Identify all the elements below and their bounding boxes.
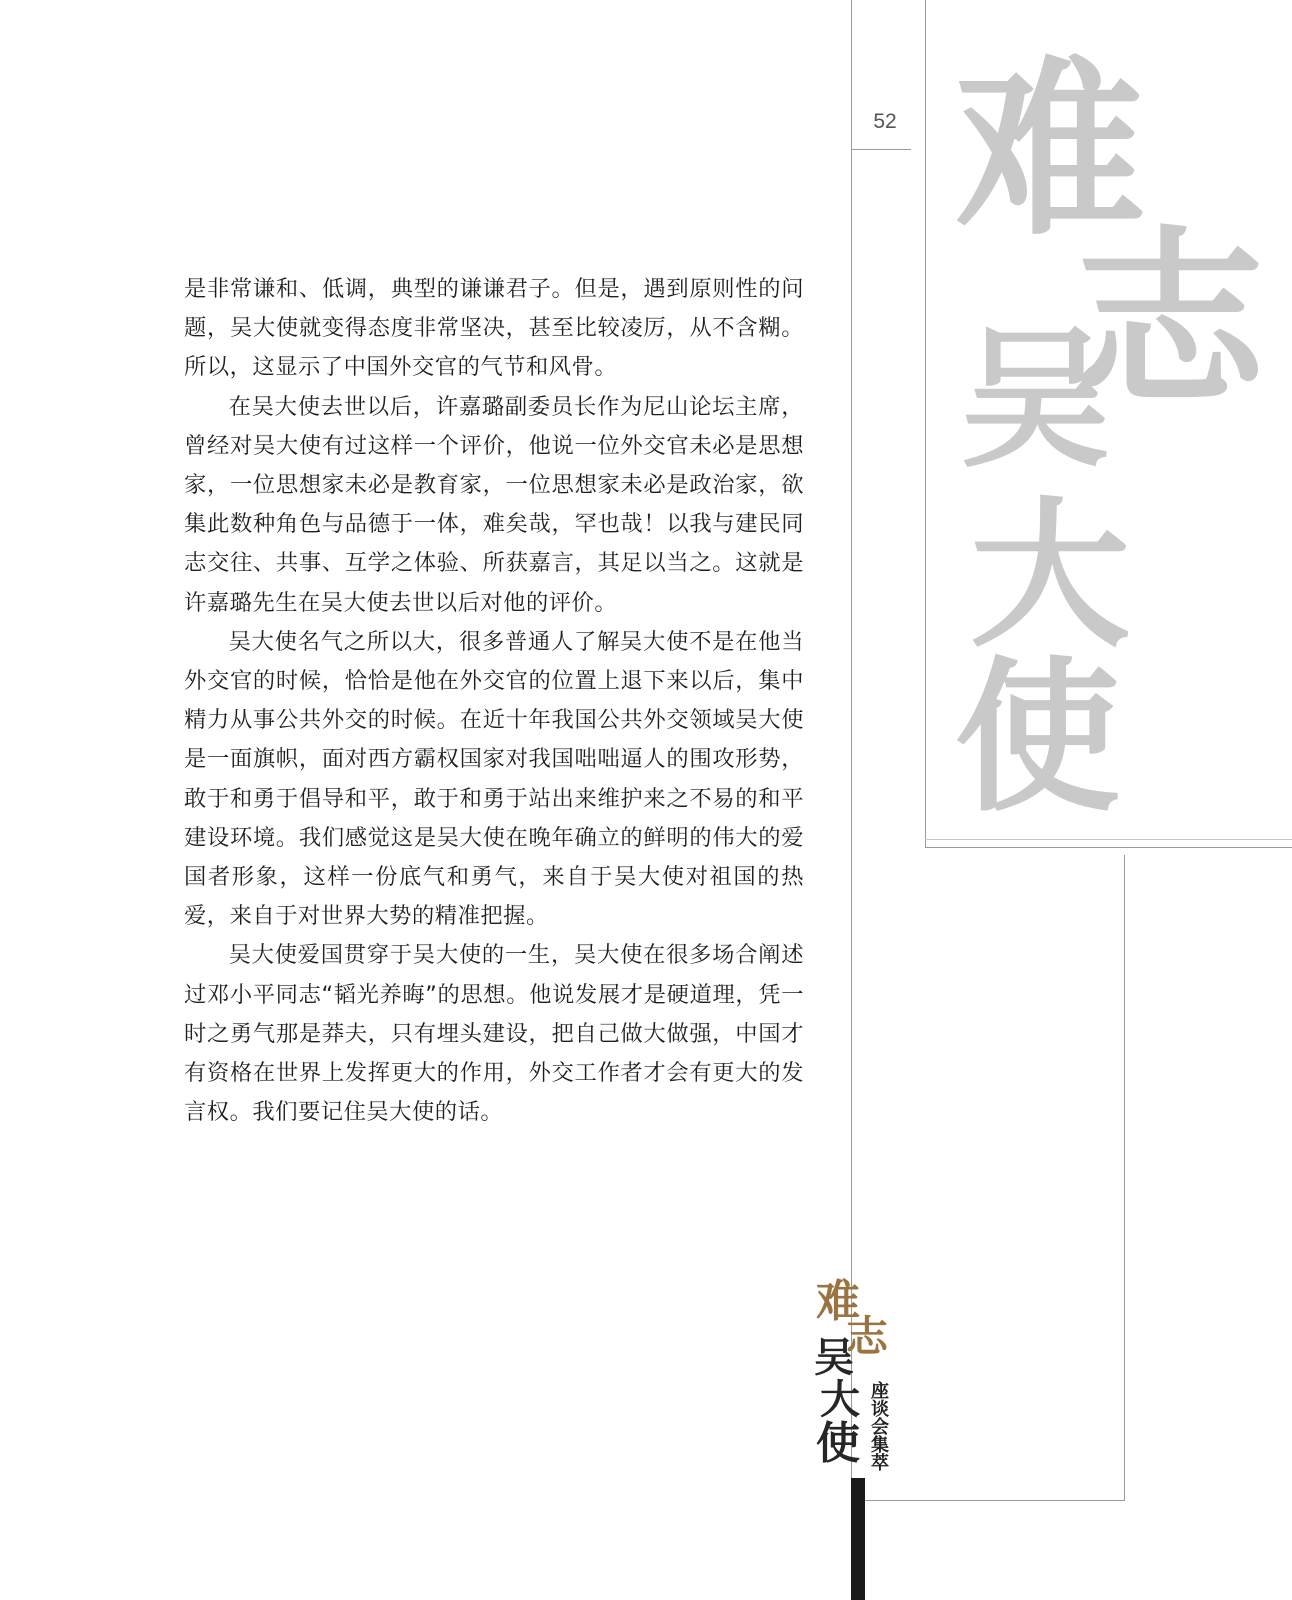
paragraph-1: 是非常谦和、低调，典型的谦谦君子。但是，遇到原则性的问题，吴大使就变得态度非常坚决，甚至比较凌厉，从不含糊。所以，这显示了中国外交官的气节和风骨。 bbox=[184, 276, 804, 381]
logo-char-zhi: 志 bbox=[846, 1312, 889, 1361]
title-char-shi: 使 bbox=[955, 640, 1120, 834]
article-body bbox=[184, 270, 804, 1132]
horizontal-rule-title bbox=[925, 847, 1292, 848]
vertical-rule-lower bbox=[1124, 855, 1125, 1500]
logo-char-shi: 使 bbox=[816, 1418, 860, 1469]
vertical-rule-title bbox=[925, 0, 926, 847]
horizontal-rule-lower bbox=[851, 1500, 1125, 1501]
paragraph-4: 吴大使爱国贯穿于吴大使的一生，吴大使在很多场合阐述过邓小平同志“韬光养晦”的思想。他说发展才是硬道理，凭一时之勇气那是莽夫，只有埋头建设，把自己做大做强，中国才有资格在世界上发挥更大的作用，外交工作者才会有更大的发言权。我们要记住吴大使的话。 bbox=[184, 942, 804, 1126]
page-number-rule bbox=[851, 149, 911, 150]
logo-char-nan: 难 bbox=[816, 1276, 860, 1327]
horizontal-rule-title-inner bbox=[925, 839, 1292, 840]
calligraphy-title bbox=[955, 35, 1266, 835]
book-subtitle: 座谈会集萃 bbox=[868, 1381, 889, 1471]
black-spine-bar bbox=[851, 1478, 865, 1600]
title-char-wu: 吴 bbox=[960, 312, 1111, 488]
paragraph-3: 吴大使名气之所以大，很多普通人了解吴大使不是在他当外交官的时候，恰恰是他在外交官的位置上退下来以后，集中精力从事公共外交的时候。在近十年我国公共外交领域吴大使是一面旗帜，面对西方霸权国家对我国咄咄逼人的围攻形势，敢于和勇于倡导和平，敢于和勇于站出来维护来之不易的和平建设环境。我们感觉这是吴大使在晚年确立的鲜明的伟大的爱国者形象，这样一份底气和勇气，来自于吴大使对祖国的热爱，来自于对世界大势的精准把握。 bbox=[184, 628, 804, 930]
title-char-nan: 难 bbox=[955, 38, 1146, 261]
title-char-da: 大 bbox=[970, 481, 1131, 669]
paragraph-2: 在吴大使去世以后，许嘉璐副委员长作为尼山论坛主席，曾经对吴大使有过这样一个评价，他说一位外交官未必是思想家，一位思想家未必是教育家，一位思想家未必是政治家，欲集此数种角色与品德于一体，难矣哉，罕也哉！以我与建民同志交往、共事、互学之体验、所获嘉言，其足以当之。这就是许嘉璐先生在吴大使去世以后对他的评价。 bbox=[184, 393, 804, 616]
page-number: 52 bbox=[873, 110, 897, 133]
title-char-zhi: 志 bbox=[1075, 208, 1266, 431]
logo-char-wu: 吴 bbox=[814, 1334, 854, 1381]
logo-char-da: 大 bbox=[820, 1376, 860, 1423]
